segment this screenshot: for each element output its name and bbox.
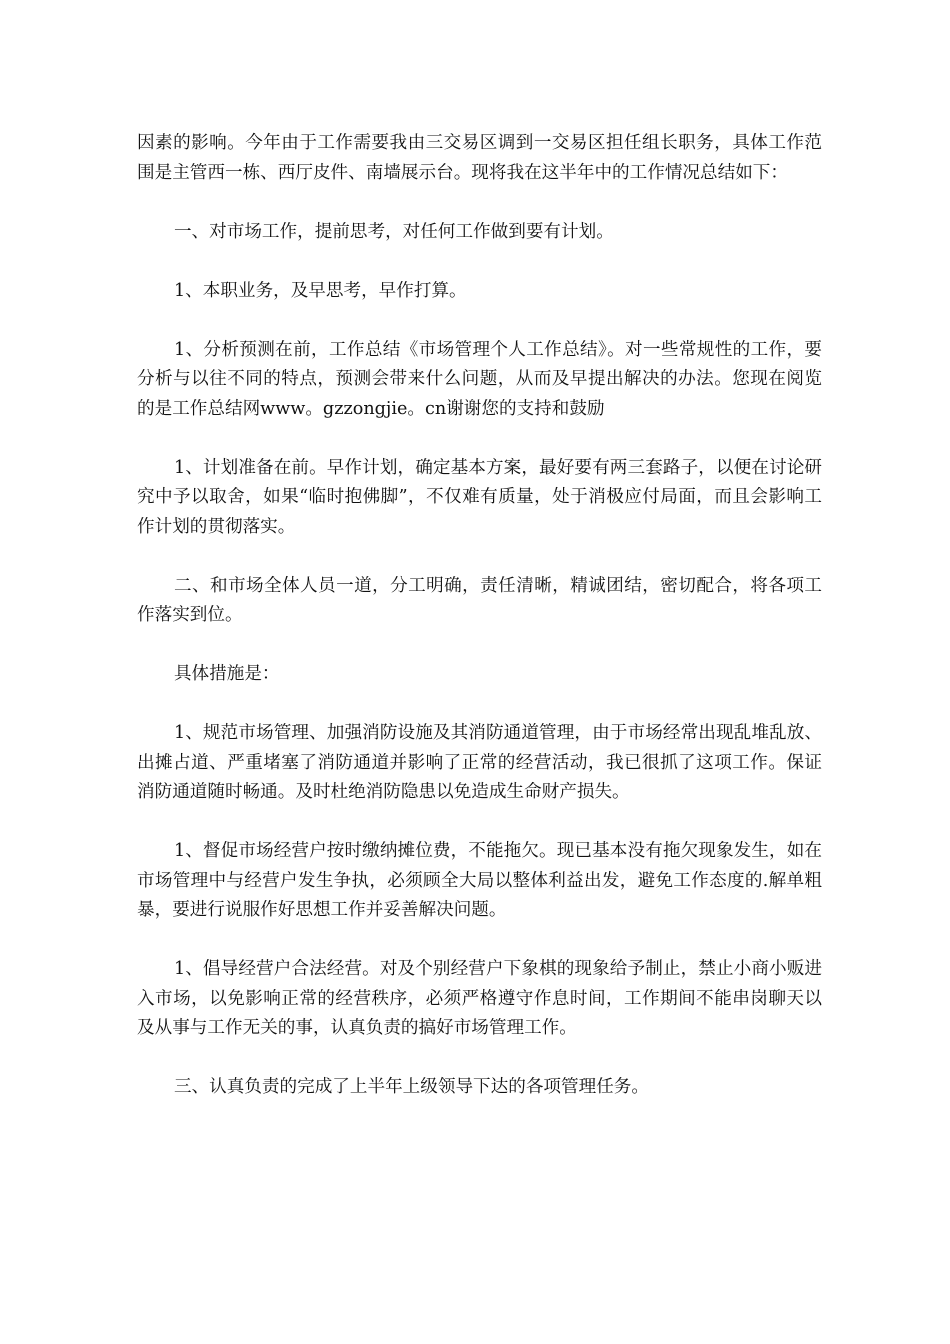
paragraph-item: 1、本职业务，及早思考，早作打算。 — [173, 280, 467, 301]
heading-section-one: 一、对市场工作，提前思考，对任何工作做到要有计划。 — [173, 221, 614, 242]
document-page — [137, 129, 822, 1132]
paragraph-intro: 因素的影响。今年由于工作需要我由三交易区调到一交易区担任组长职务，具体工作范围是主管西一栋、西厅皮件、南墙展示台。现将我在这半年中的工作情况总结如下： — [137, 133, 822, 183]
paragraph-measures-label: 具体措施是： — [173, 664, 280, 684]
paragraph-item: 1、倡导经营户合法经营。对及个别经营户下象棋的现象给予制止，禁止小商小贩进入市场，以免影响正常的经营秩序，必须严格遵守作息时间，工作期间不能串岗聊天以及从事与工作无关的事，认真负责的搞好市场管理工作。 — [137, 959, 822, 1038]
heading-section-three: 三、认真负责的完成了上半年上级领导下达的各项管理任务。 — [173, 1077, 649, 1097]
heading-section-two: 二、和市场全体人员一道，分工明确，责任清晰，精诚团结，密切配合，将各项工作落实到位。 — [137, 575, 822, 625]
paragraph-item: 1、规范市场管理、加强消防设施及其消防通道管理，由于市场经常出现乱堆乱放、出摊占道、严重堵塞了消防通道并影响了正常的经营活动，我已很抓了这项工作。保证消防通道随时畅通。及时杜绝消防隐患以免造成生命财产损失。 — [137, 723, 822, 802]
paragraph-item: 1、督促市场经营户按时缴纳摊位费，不能拖欠。现已基本没有拖欠现象发生，如在市场管理中与经营户发生争执，必须顾全大局以整体利益出发，避免工作态度的.解单粗暴，要进行说服作好思想工作并妥善解决问题。 — [137, 841, 822, 920]
paragraph-item: 1、分析预测在前，工作总结《市场管理个人工作总结》。对一些常规性的工作，要分析与以往不同的特点，预测会带来什么问题，从而及早提出解决的办法。您现在阅览的是工作总结网www。gzzongjie。cn谢谢您的支持和鼓励 — [137, 339, 822, 419]
paragraph-item: 1、计划准备在前。早作计划，确定基本方案，最好要有两三套路子，以便在讨论研究中予以取舍，如果“临时抱佛脚”，不仅难有质量，处于消极应付局面，而且会影响工作计划的贯彻落实。 — [137, 457, 822, 537]
